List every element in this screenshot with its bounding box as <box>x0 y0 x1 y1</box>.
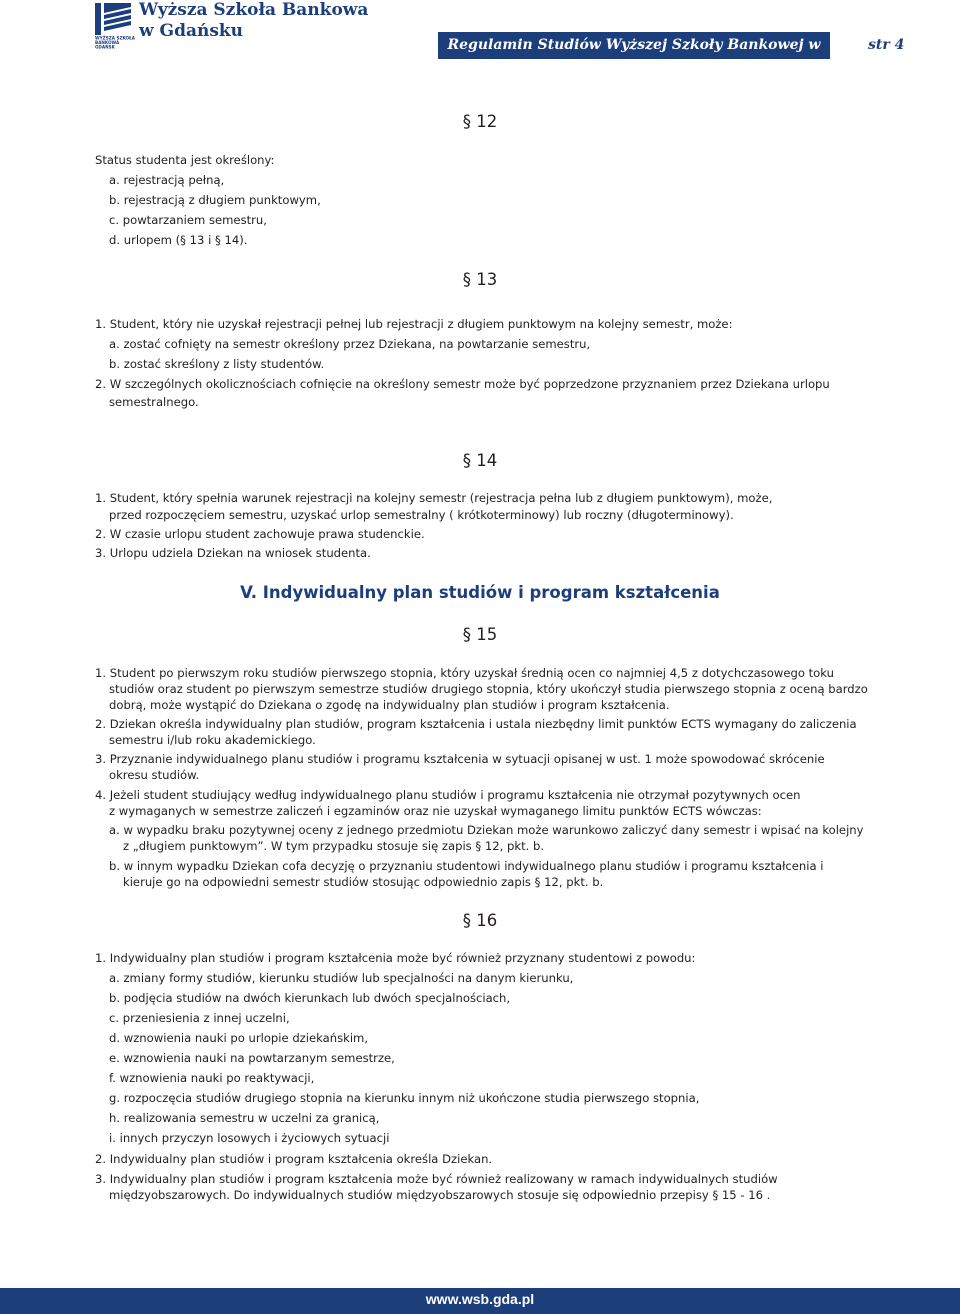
school-logo-text <box>139 0 368 42</box>
s16-line: b. podjęcia studiów na dwóch kierunkach lub dwóch specjalnościach, <box>109 991 511 1005</box>
s16-line: g. rozpoczęcia studiów drugiego stopnia na kierunku innym niż ukończone studia pierwszego stopnia, <box>109 1091 700 1105</box>
s16-line: f. wznowienia nauki po reaktywacji, <box>109 1071 315 1085</box>
section-14-heading: § 14 <box>462 451 498 470</box>
logo-mark-line2: BANKOWA <box>95 40 120 45</box>
s16-line: c. przeniesienia z innej uczelni, <box>109 1011 290 1025</box>
s15-line: b. w innym wypadku Dziekan cofa decyzję o przyznaniu studentowi indywidualnego planu studiów i programu kształcenia i <box>109 859 824 873</box>
s16-line: e. wznowienia nauki na powtarzanym semestrze, <box>109 1051 395 1065</box>
s12-line: b. rejestracją z długiem punktowym, <box>109 193 321 207</box>
logo-line1: Wyższa Szkoła Bankowa <box>139 0 369 20</box>
document-title: Regulamin Studiów Wyższej Szkoły Bankowej w Gdańsku <box>438 32 830 59</box>
section-12-heading: § 12 <box>462 112 498 131</box>
section-13-heading: § 13 <box>462 270 498 289</box>
s16-line: 3. Indywidualny plan studiów i program kształcenia może być również realizowany w ramach indywidualnych studiów <box>95 1172 778 1186</box>
section-15-heading: § 15 <box>462 625 498 644</box>
s15-line: semestru i/lub roku akademickiego. <box>109 733 316 747</box>
s14-line: 3. Urlopu udziela Dziekan na wniosek studenta. <box>95 546 371 560</box>
s15-line: kieruje go na odpowiedni semestr studiów stosując odpowiednio zapis § 12, pkt. b. <box>123 875 604 889</box>
s15-line: a. w wypadku braku pozytywnej oceny z jednego przedmiotu Dziekan może warunkowo zaliczyć dany semestr i wpisać na kolejny <box>109 823 864 837</box>
s16-line: h. realizowania semestru w uczelni za granicą, <box>109 1111 380 1125</box>
logo-line2: w Gdańsku <box>139 21 244 41</box>
chapter-heading: V. Indywidualny plan studiów i program kształcenia <box>240 583 720 602</box>
s12-line: c. powtarzaniem semestru, <box>109 213 267 227</box>
s15-line: 1. Student po pierwszym roku studiów pierwszego stopnia, który uzyskał średnią ocen co najmniej 4,5 z dotychczasowego toku <box>95 666 834 680</box>
s14-line: przed rozpoczęciem semestru, uzyskać urlop semestralny ( krótkoterminowy) lub roczny (długoterminowy). <box>109 508 734 522</box>
s13-line: a. zostać cofnięty na semestr określony przez Dziekana, na powtarzanie semestru, <box>109 337 591 351</box>
page-header <box>0 0 960 80</box>
s15-line: okresu studiów. <box>109 768 200 782</box>
s15-line: studiów oraz student po pierwszym semestrze studiów drugiego stopnia, który ukończył studia pierwszego stopnia z oceną bardzo <box>109 682 868 696</box>
s12-line: a. rejestracją pełną, <box>109 173 225 187</box>
s16-line: międzyobszarowych. Do indywidualnych studiów międzyobszarowych stosuje się odpowiednio przepisy § 15 - 16 . <box>109 1188 771 1202</box>
section-16-heading: § 16 <box>462 911 498 930</box>
s13-line: 2. W szczególnych okolicznościach cofnięcie na określony semestr może być poprzedzone przyznaniem przez Dziekana urlopu <box>95 377 830 391</box>
s16-line: d. wznowienia nauki po urlopie dziekańskim, <box>109 1031 369 1045</box>
s15-line: z wymaganych w semestrze zaliczeń i egzaminów oraz nie uzyskał wymaganego limitu punktów ECTS wówczas: <box>109 804 762 818</box>
s16-line: a. zmiany formy studiów, kierunku studiów lub specjalności na danym kierunku, <box>109 971 574 985</box>
s15-line: 4. Jeżeli student studiujący według indywidualnego planu studiów i programu kształcenia nie otrzymał pozytywnych ocen <box>95 788 801 802</box>
s12-line: d. urlopem (§ 13 i § 14). <box>109 233 248 247</box>
s15-line: z „długiem punktowym”. W tym przypadku stosuje się zapis § 12, pkt. b. <box>123 839 545 853</box>
wsb-logo-icon <box>95 3 136 50</box>
s13-line: semestralnego. <box>109 395 199 409</box>
s16-line: 1. Indywidualny plan studiów i program kształcenia może być również przyznany studentowi z powodu: <box>95 951 696 965</box>
page-footer <box>0 1288 960 1314</box>
website-url[interactable]: www.wsb.gda.pl <box>425 1291 535 1307</box>
s15-line: 3. Przyznanie indywidualnego planu studiów i programu kształcenia w sytuacji opisanej w ust. 1 może spowodować skrócenie <box>95 752 825 766</box>
logo-mark-line3: GDAŃSK <box>95 44 115 50</box>
s12-line: Status studenta jest określony: <box>95 153 275 167</box>
s16-line: 2. Indywidualny plan studiów i program kształcenia określa Dziekan. <box>95 1152 493 1166</box>
s13-line: 1. Student, który nie uzyskał rejestracji pełnej lub rejestracji z długiem punktowym na kolejny semestr, może: <box>95 317 733 331</box>
s16-line: i. innych przyczyn losowych i życiowych sytuacji <box>109 1131 390 1145</box>
s14-line: 1. Student, który spełnia warunek rejestracji na kolejny semestr (rejestracja pełna lub z długiem punktowym), może, <box>95 491 773 505</box>
s13-line: b. zostać skreślony z listy studentów. <box>109 357 325 371</box>
s14-line: 2. W czasie urlopu student zachowuje prawa studenckie. <box>95 527 425 541</box>
s15-line: 2. Dziekan określa indywidualny plan studiów, program kształcenia i ustala niezbędny limit punktów ECTS wymagany do zaliczenia <box>95 717 857 731</box>
page-number: str 4 <box>868 37 905 53</box>
s15-line: dobrą, może wystąpić do Dziekana o zgodę na indywidualny plan studiów i program kształcenia. <box>109 698 670 712</box>
logo-mark-line1: WYŻSZA SZKOŁA <box>95 35 136 41</box>
